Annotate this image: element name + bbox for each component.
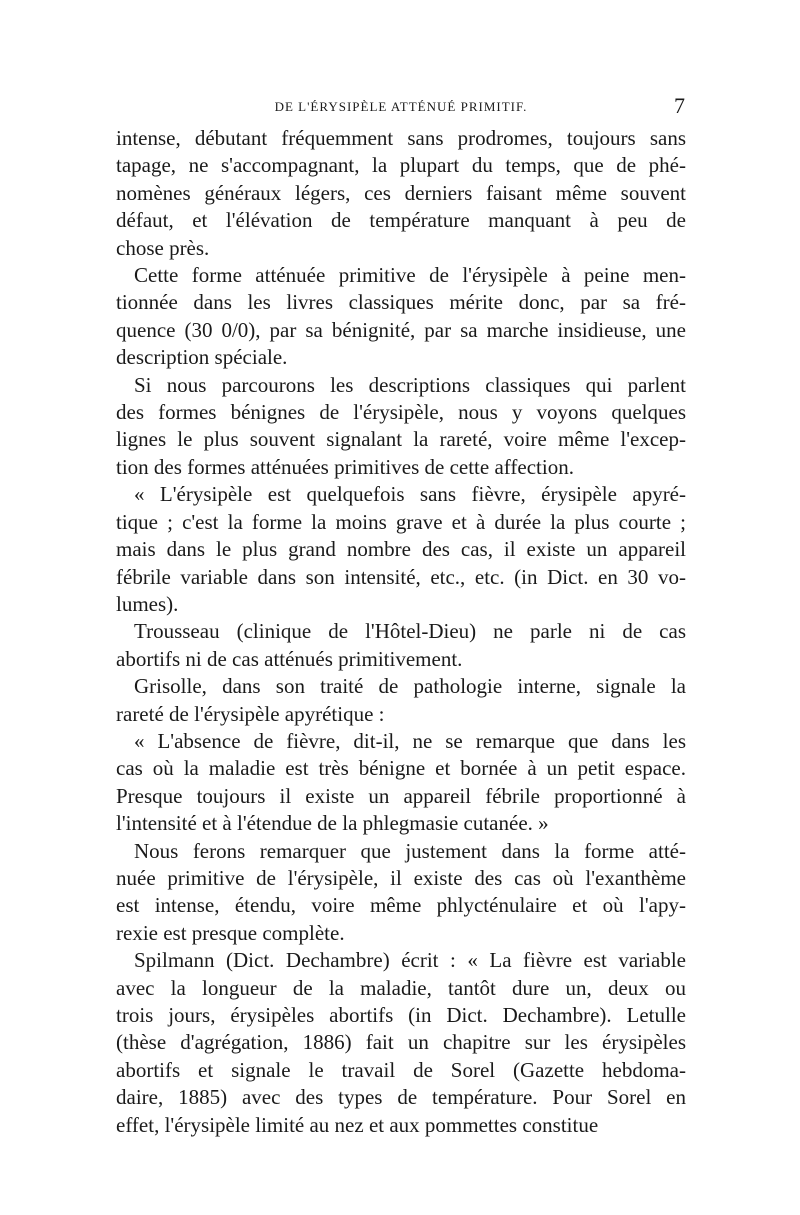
text-line: est intense, étendu, voire même phlycténulaire et où l'apy- bbox=[116, 893, 686, 918]
paragraph bbox=[116, 673, 686, 728]
paragraph bbox=[116, 838, 686, 948]
page-number: 7 bbox=[674, 93, 686, 118]
text-line: défaut, et l'élévation de température manquant à peu de bbox=[116, 208, 686, 233]
text-line: des formes bénignes de l'érysipèle, nous y voyons quelques bbox=[116, 400, 686, 425]
text-line: trois jours, érysipèles abortifs (in Dict. Dechambre). Letulle bbox=[116, 1003, 686, 1027]
text-line: Spilmann (Dict. Dechambre) écrit : « La fièvre est variable bbox=[134, 948, 686, 973]
body-text bbox=[116, 125, 686, 1139]
paragraph bbox=[116, 728, 686, 838]
text-line: Grisolle, dans son traité de pathologie interne, signale la bbox=[134, 674, 686, 699]
text-line: nomènes généraux légers, ces derniers faisant même souvent bbox=[116, 180, 686, 205]
running-title: DE L'ÉRYSIPÈLE ATTÉNUÉ PRIMITIF. bbox=[274, 99, 528, 114]
text-line: (thèse d'agrégation, 1886) fait un chapitre sur les érysipèles bbox=[116, 1030, 686, 1055]
text-line: l'intensité et à l'étendue de la phlegmasie cutanée. » bbox=[116, 811, 549, 836]
text-line: lumes). bbox=[116, 591, 179, 616]
text-line: intense, débutant fréquemment sans prodromes, toujours sans bbox=[116, 126, 686, 150]
text-line: tique ; c'est la forme la moins grave et à durée la plus courte ; bbox=[116, 509, 686, 534]
text-line: Cette forme atténuée primitive de l'érysipèle à peine men- bbox=[134, 263, 686, 288]
text-line: lignes le plus souvent signalant la rareté, voire même l'excep- bbox=[116, 427, 686, 452]
book-page bbox=[116, 95, 686, 1139]
paragraph bbox=[116, 481, 686, 618]
paragraph bbox=[116, 618, 686, 673]
text-line: Trousseau (clinique de l'Hôtel-Dieu) ne parle ni de cas bbox=[134, 619, 686, 644]
paragraph bbox=[116, 262, 686, 372]
text-line: « L'absence de fièvre, dit-il, ne se remarque que dans les bbox=[134, 728, 686, 753]
paragraph bbox=[116, 125, 686, 262]
text-line: Presque toujours il existe un appareil fébrile proportionné à bbox=[116, 783, 686, 808]
text-line: Si nous parcourons les descriptions classiques qui parlent bbox=[134, 372, 686, 397]
paragraph bbox=[116, 372, 686, 482]
text-line: rexie est presque complète. bbox=[116, 920, 345, 945]
text-line: abortifs et signale le travail de Sorel (Gazette hebdoma- bbox=[116, 1057, 686, 1082]
text-line: cas où la maladie est très bénigne et bornée à un petit espace. bbox=[116, 756, 686, 781]
text-line: tapage, ne s'accompagnant, la plupart du temps, que de phé- bbox=[116, 153, 686, 178]
text-line: daire, 1885) avec des types de température. Pour Sorel en bbox=[116, 1085, 686, 1110]
running-header bbox=[116, 95, 686, 121]
text-line: tion des formes atténuées primitives de cette affection. bbox=[116, 454, 574, 479]
text-line: quence (30 0/0), par sa bénignité, par sa marche insidieuse, une bbox=[116, 317, 686, 342]
text-line: description spéciale. bbox=[116, 345, 288, 370]
text-line: fébrile variable dans son intensité, etc., etc. (in Dict. en 30 vo- bbox=[116, 564, 686, 589]
text-line: nuée primitive de l'érysipèle, il existe des cas où l'exanthème bbox=[116, 865, 686, 890]
text-line: « L'érysipèle est quelquefois sans fièvre, érysipèle apyré- bbox=[134, 482, 686, 507]
text-line: rareté de l'érysipèle apyrétique : bbox=[116, 701, 385, 726]
text-line: mais dans le plus grand nombre des cas, il existe un appareil bbox=[116, 537, 686, 562]
text-line: Nous ferons remarquer que justement dans la forme atté- bbox=[134, 838, 686, 863]
paragraph bbox=[116, 947, 686, 1139]
text-line: abortifs ni de cas atténués primitivement. bbox=[116, 646, 463, 671]
text-line: tionnée dans les livres classiques mérite donc, par sa fré- bbox=[116, 290, 686, 315]
text-line: avec la longueur de la maladie, tantôt dure un, deux ou bbox=[116, 975, 686, 1000]
text-line: chose près. bbox=[116, 235, 210, 260]
text-line: effet, l'érysipèle limité au nez et aux pommettes constitue bbox=[116, 1112, 599, 1137]
